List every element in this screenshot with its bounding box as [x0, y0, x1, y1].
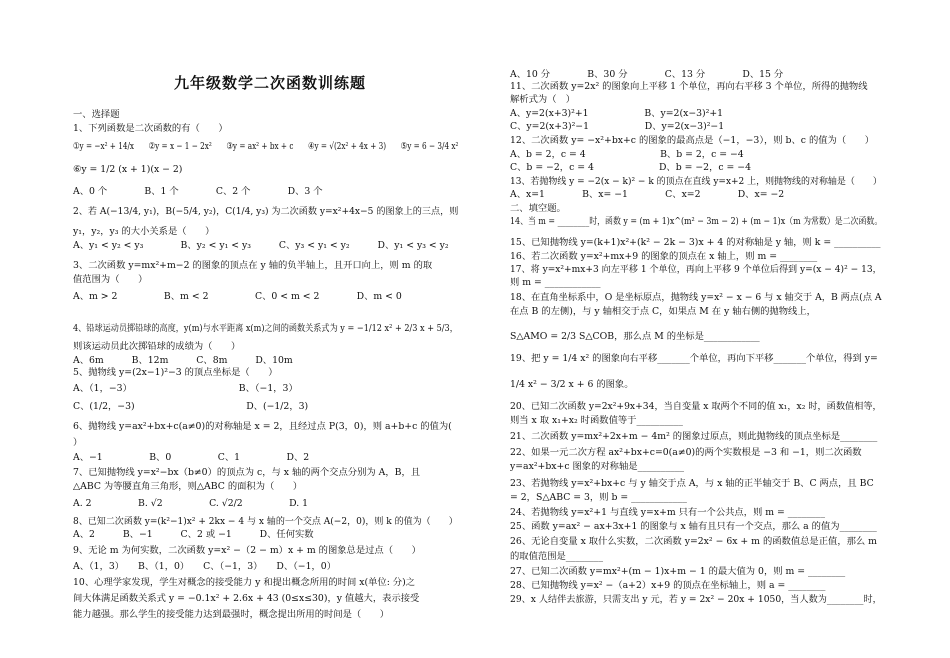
- right-text-line: 16、若二次函数 y=x²+mx+9 的图象的顶点在 x 轴上，则 m = ________: [510, 251, 818, 262]
- right-text-line: 解析式为（ ）: [510, 94, 576, 105]
- left-text-line: A、y₁ < y₂ < y₃ B、y₂ < y₁ < y₃ C、y₃ < y₁ < y₂ D、y₁ < y₃ < y₂: [73, 240, 449, 251]
- page-title: 九年级数学二次函数训练题: [173, 74, 366, 92]
- left-text-line: A、−1 B、0 C、1 D、2: [73, 452, 310, 463]
- right-text-line: 则 m = ____________: [510, 277, 601, 288]
- left-text-line: C、(1/2，−3) D、(−1/2，3): [73, 401, 309, 412]
- right-text-line: 24、若抛物线 y=x²+1 与直线 y=x+m 只有一个公共点，则 m = ________: [510, 507, 825, 518]
- left-text-line: A、0 个 B、1 个 C、2 个 D、3 个: [73, 186, 323, 197]
- right-text-line: 在点 B 的左侧)，与 y 轴相交于点 C，如果点 M 在 y 轴右侧的抛物线上，: [510, 306, 816, 317]
- left-text-line: 6、抛物线 y=ax²+bx+c(a≠0)的对称轴是 x = 2，且经过点 P(3，0)，则 a+b+c 的值为(: [73, 421, 452, 432]
- left-text-line: A、6m B、12m C、8m D、10m: [73, 355, 293, 366]
- left-text-line: 10、心理学家发现，学生对概念的接受能力 y 和提出概念所用的时间 x(单位: 分)之: [73, 577, 416, 588]
- right-text-line: y=ax²+bx+c 图象的对称轴是__________: [510, 461, 685, 472]
- left-text-line: 间大体满足函数关系式 y = −0.1x² + 2.6x + 43 (0≤x≤30)，y 值越大，表示接受: [73, 593, 420, 604]
- left-text-line: 7、已知抛物线 y=x²−bx（b≠0）的顶点为 c，与 x 轴的两个交点分别为 A，B，且: [73, 467, 421, 478]
- right-text-line: 则当 x 取 x₁+x₂ 时函数值等于__________: [510, 415, 683, 426]
- right-text-line: A、y=2(x+3)²+1 B、y=2(x−3)²+1: [510, 108, 724, 119]
- left-text-line: A、2 B、−1 C、2 或 −1 D、任何实数: [73, 529, 314, 540]
- left-text-line: ⑥y = 1/2 (x + 1)(x − 2): [73, 164, 183, 175]
- left-text-line: 一、选择题: [73, 109, 120, 120]
- left-text-line: ①y = −x² + 14/x ②y = x − 1 − 2x² ③y = ax² + bx + c ④y = √(2x² + 4x + 3) ⑤y = 6 − 3/4 x²: [73, 141, 459, 152]
- left-text-line: 1、下列函数是二次函数的有（ ）: [73, 123, 228, 134]
- right-text-line: 28、已知抛物线 y=x² −（a+2）x+9 的顶点在坐标轴上，则 a = ________: [510, 580, 826, 591]
- right-text-line: 21、二次函数 y=mx²+2x+m − 4m² 的图象过原点，则此抛物线的顶点坐标是________: [510, 431, 878, 442]
- right-text-line: 1/4 x² − 3/2 x + 6 的图象。: [510, 379, 634, 390]
- left-text-line: 4、铅球运动员掷铅球的高度，y(m)与水平距离 x(m)之间的函数关系式为 y = −1/12 x² + 2/3 x + 5/3，: [73, 323, 458, 334]
- right-text-line: 13、若抛物线 y = −2(x − k)² − k 的顶点在直线 y=x+2 上，则抛物线的对称轴是（ ）: [510, 176, 882, 187]
- right-text-line: 29、x 人结伴去旅游，只需支出 y 元，若 y = 2x² − 20x + 1050，当人数为________时，: [510, 594, 882, 605]
- right-text-line: S△AMO = 2/3 S△COB，那么点 M 的坐标是____________: [510, 331, 760, 342]
- right-text-line: 15、已知抛物线 y=(k+1)x²+(k² − 2k − 3)x + 4 的对称轴是 y 轴，则 k = __________: [510, 237, 881, 248]
- right-text-line: A、x=1 B、x= −1 C、x=2 D、x= −2: [510, 189, 785, 200]
- left-text-line: A. 2 B. √2 C. √2/2 D. 1: [73, 498, 309, 509]
- right-text-line: 27、已知二次函数 y=mx²+(m − 1)x+m − 1 的最大值为 0，则 m = ________: [510, 566, 846, 577]
- right-text-line: 11、二次函数 y=2x² 的图象向上平移 1 个单位，再向右平移 3 个单位，所得的抛物线: [510, 81, 868, 92]
- left-text-line: A、m > 2 B、m < 2 C、0 < m < 2 D、m < 0: [73, 291, 402, 302]
- right-text-line: 22、如果一元二次方程 ax²+bx+c=0(a≠0)的两个实数根是 −3 和 −1，则二次函数: [510, 447, 862, 458]
- right-text-line: 12、二次函数 y= −x²+bx+c 的图象的最高点是（−1，−3），则 b、c 的值为（ ）: [510, 135, 875, 146]
- right-text-line: 14、当 m = ________时，函数 y = (m + 1)x^(m² − 3m − 2) + (m − 1)x（m 为常数）是二次函数。: [510, 216, 883, 227]
- left-text-line: ）: [73, 437, 83, 448]
- left-text-line: 3、二次函数 y=mx²+m−2 的图象的顶点在 y 轴的负半轴上，且开口向上，则 m 的取: [73, 260, 433, 271]
- right-text-line: 二、填空题。: [510, 203, 566, 214]
- left-text-line: 则该运动员此次掷铅球的成绩为（ ）: [73, 341, 241, 352]
- right-text-line: 的取值范围是________: [510, 551, 603, 562]
- left-text-line: A、（1，3） B、（1，0） C、（−1，3） D、（−1，0）: [73, 561, 336, 572]
- right-text-line: = 2，S△ABC = 3，则 b = ____________: [510, 492, 687, 503]
- right-text-line: 18、在直角坐标系中，O 是坐标原点，抛物线 y=x² − x − 6 与 x 轴交于 A，B 两点(点 A: [510, 292, 882, 303]
- right-text-line: 25、函数 y=ax² − ax+3x+1 的图象与 x 轴有且只有一个交点，那么 a 的值为________: [510, 521, 877, 532]
- right-text-line: A、10 分 B、30 分 C、13 分 D、15 分: [510, 69, 784, 80]
- right-text-line: 23、若抛物线 y=x²+bx+c 与 y 轴交于点 A，与 x 轴的正半轴交于 B、C 两点，且 BC: [510, 478, 874, 489]
- right-text-line: 20、已知二次函数 y=2x²+9x+34，当自变量 x 取两个不同的值 x₁，x₂ 时，函数值相等，: [510, 401, 882, 412]
- right-text-line: A、b = 2，c = 4 B、b = 2，c = −4: [510, 149, 744, 160]
- left-text-line: 5、抛物线 y=(2x−1)²−3 的顶点坐标是（ ）: [73, 367, 278, 378]
- right-text-line: C、y=2(x+3)²−1 D、y=2(x−3)²−1: [510, 121, 725, 132]
- right-text-line: 17、将 y=x²+mx+3 向左平移 1 个单位，再向上平移 9 个单位后得到 y=(x − 4)² − 13，: [510, 264, 882, 275]
- left-text-line: 9、无论 m 为何实数，二次函数 y=x² −（2 − m）x + m 的图象总是过点（ ）: [73, 545, 421, 556]
- left-text-line: 2、若 A(−13/4, y₁)，B(−5/4, y₂)，C(1/4, y₃) 为二次函数 y=x²+4x−5 的图象上的三点，则: [73, 206, 459, 217]
- right-text-line: C、b = −2，c = 4 D、b = −2，c = −4: [510, 162, 751, 173]
- left-text-line: 8、已知二次函数 y=(k²−1)x² + 2kx − 4 与 x 轴的一个交点 A(−2，0)，则 k 的值为（ ）: [73, 516, 458, 527]
- left-text-line: 值范围为（ ）: [73, 274, 148, 285]
- left-text-line: A、（1，−3） B、（−1，3）: [73, 383, 298, 394]
- right-text-line: 26、无论自变量 x 取什么实数，二次函数 y=2x² − 6x + m 的函数值总是正值，那么 m: [510, 536, 877, 547]
- left-text-line: 能力越强。那么学生的接受能力达到最强时，概念提出所用的时间是（ ）: [73, 609, 390, 620]
- left-text-line: y₁，y₂，y₃ 的大小关系是（ ）: [73, 226, 215, 237]
- left-text-line: △ABC 为等腰直角三角形，则△ABC 的面积为（ ）: [73, 481, 303, 492]
- right-text-line: 19、把 y = 1/4 x² 的图象向右平移_______个单位，再向下平移_______个单位，得到 y=: [510, 353, 878, 364]
